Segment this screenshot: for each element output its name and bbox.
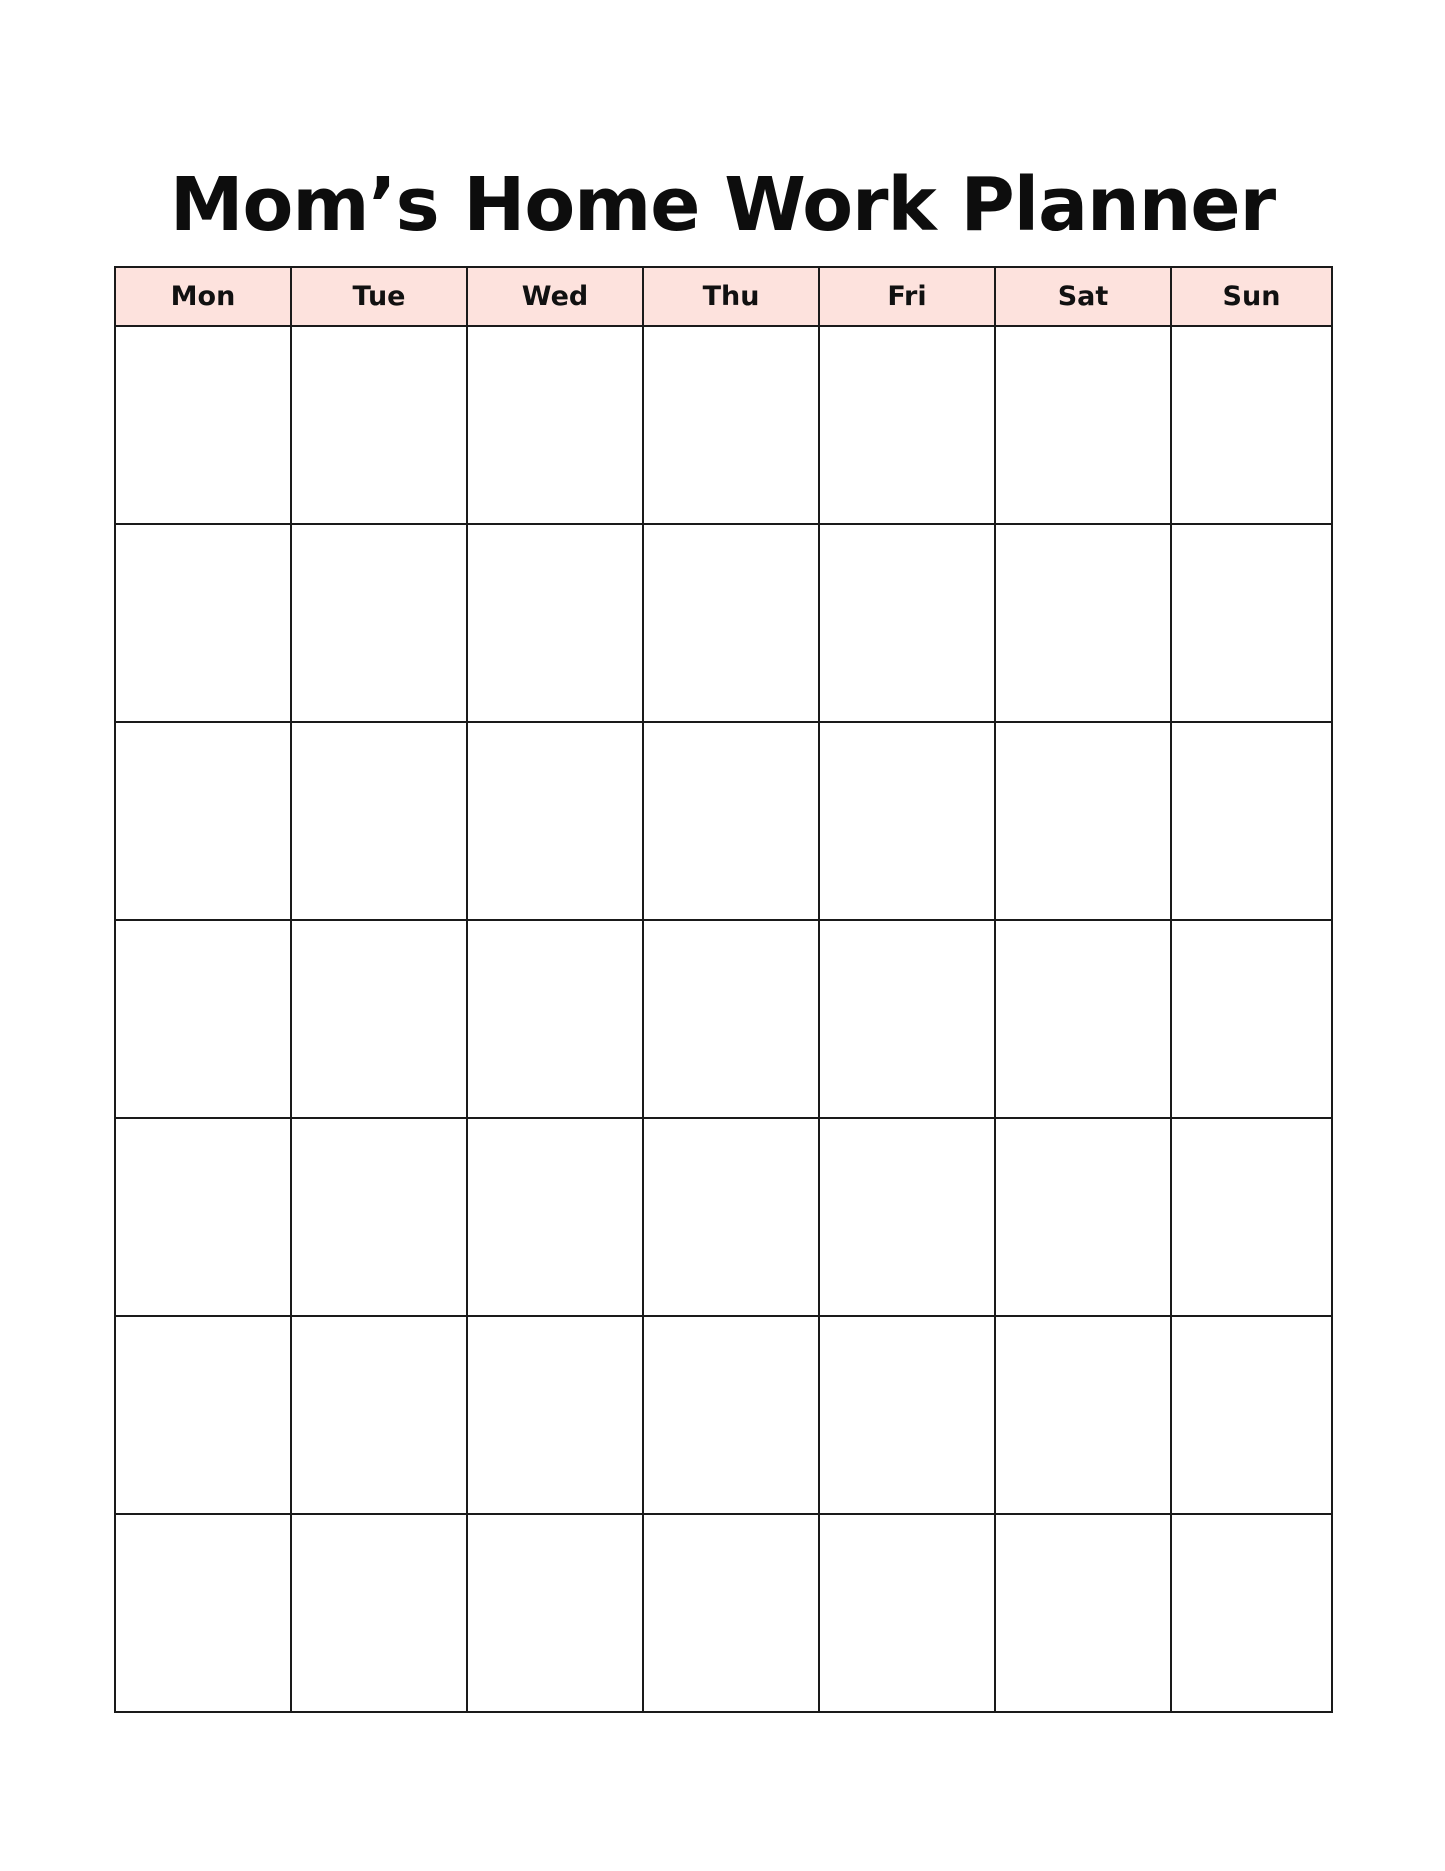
- planner-cell-sat[interactable]: [995, 326, 1171, 524]
- planner-row: [115, 1118, 1332, 1316]
- planner-cell-tue[interactable]: [291, 326, 467, 524]
- planner-cell-sun[interactable]: [1171, 1316, 1332, 1514]
- planner-cell-fri[interactable]: [819, 1118, 995, 1316]
- planner-row: [115, 722, 1332, 920]
- planner-cell-fri[interactable]: [819, 326, 995, 524]
- planner-cell-thu[interactable]: [643, 722, 819, 920]
- day-header-thu: Thu: [643, 267, 819, 326]
- planner-cell-wed[interactable]: [467, 326, 643, 524]
- planner-cell-tue[interactable]: [291, 722, 467, 920]
- planner-cell-thu[interactable]: [643, 326, 819, 524]
- planner-cell-fri[interactable]: [819, 1514, 995, 1712]
- planner-cell-thu[interactable]: [643, 1118, 819, 1316]
- planner-cell-thu[interactable]: [643, 1514, 819, 1712]
- day-header-wed: Wed: [467, 267, 643, 326]
- day-header-fri: Fri: [819, 267, 995, 326]
- planner-cell-sat[interactable]: [995, 1514, 1171, 1712]
- planner-cell-tue[interactable]: [291, 920, 467, 1118]
- planner-cell-fri[interactable]: [819, 1316, 995, 1514]
- planner-cell-tue[interactable]: [291, 1316, 467, 1514]
- planner-row: [115, 1514, 1332, 1712]
- planner-cell-sat[interactable]: [995, 1316, 1171, 1514]
- planner-cell-tue[interactable]: [291, 1514, 467, 1712]
- day-header-sat: Sat: [995, 267, 1171, 326]
- planner-cell-sun[interactable]: [1171, 920, 1332, 1118]
- day-header-mon: Mon: [115, 267, 291, 326]
- planner-cell-sat[interactable]: [995, 1118, 1171, 1316]
- planner-cell-sun[interactable]: [1171, 1514, 1332, 1712]
- planner-cell-mon[interactable]: [115, 920, 291, 1118]
- planner-cell-wed[interactable]: [467, 1316, 643, 1514]
- planner-row: [115, 920, 1332, 1118]
- planner-row: [115, 524, 1332, 722]
- page-title: Mom’s Home Work Planner: [169, 161, 1276, 248]
- planner-cell-wed[interactable]: [467, 524, 643, 722]
- planner-cell-thu[interactable]: [643, 920, 819, 1118]
- planner-cell-mon[interactable]: [115, 1514, 291, 1712]
- day-header-sun: Sun: [1171, 267, 1332, 326]
- planner-cell-mon[interactable]: [115, 326, 291, 524]
- planner-cell-fri[interactable]: [819, 524, 995, 722]
- planner-cell-tue[interactable]: [291, 524, 467, 722]
- planner-cell-wed[interactable]: [467, 1118, 643, 1316]
- planner-body: [115, 326, 1332, 1712]
- planner-cell-tue[interactable]: [291, 1118, 467, 1316]
- planner-cell-sun[interactable]: [1171, 1118, 1332, 1316]
- weekly-planner-grid: [114, 266, 1333, 1713]
- planner-cell-mon[interactable]: [115, 1118, 291, 1316]
- planner-cell-fri[interactable]: [819, 920, 995, 1118]
- day-header-row: [115, 267, 1332, 326]
- planner-cell-sat[interactable]: [995, 524, 1171, 722]
- planner-cell-mon[interactable]: [115, 722, 291, 920]
- planner-cell-sat[interactable]: [995, 722, 1171, 920]
- planner-cell-fri[interactable]: [819, 722, 995, 920]
- planner-cell-sun[interactable]: [1171, 524, 1332, 722]
- planner-row: [115, 1316, 1332, 1514]
- planner-cell-mon[interactable]: [115, 524, 291, 722]
- day-header-tue: Tue: [291, 267, 467, 326]
- planner-cell-thu[interactable]: [643, 1316, 819, 1514]
- planner-cell-sun[interactable]: [1171, 722, 1332, 920]
- planner-cell-wed[interactable]: [467, 920, 643, 1118]
- planner-cell-wed[interactable]: [467, 722, 643, 920]
- planner-cell-sun[interactable]: [1171, 326, 1332, 524]
- planner-cell-thu[interactable]: [643, 524, 819, 722]
- planner-cell-sat[interactable]: [995, 920, 1171, 1118]
- planner-row: [115, 326, 1332, 524]
- planner-cell-mon[interactable]: [115, 1316, 291, 1514]
- planner-cell-wed[interactable]: [467, 1514, 643, 1712]
